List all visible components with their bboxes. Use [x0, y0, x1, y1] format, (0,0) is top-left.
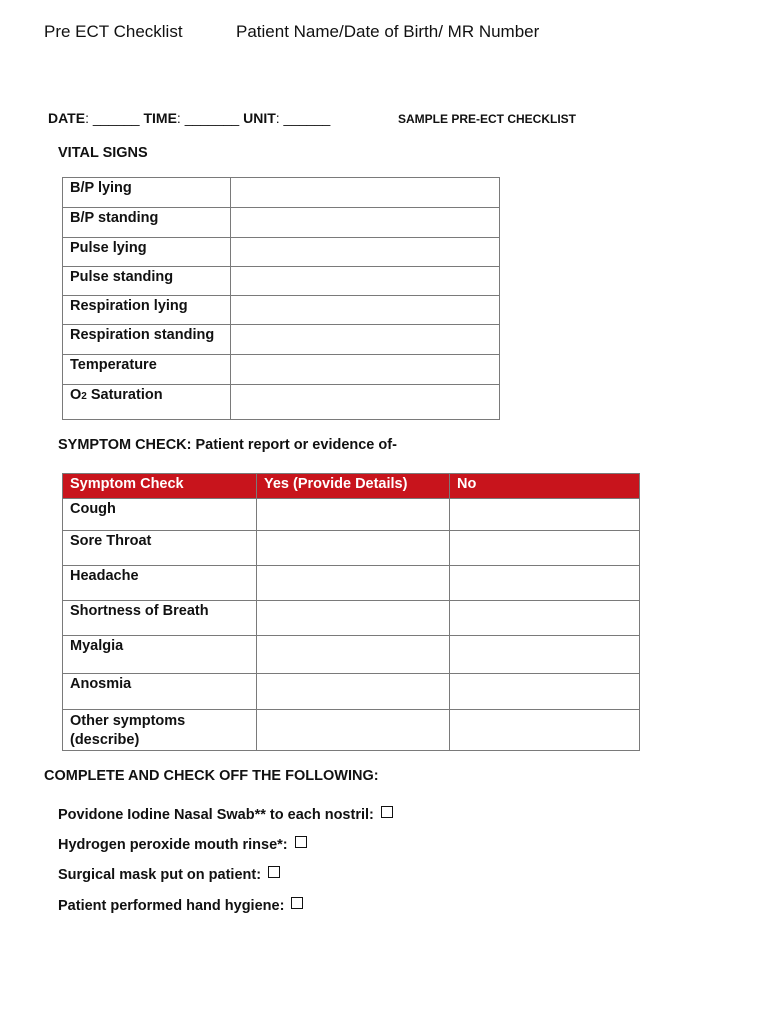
column-header-no: No — [450, 474, 640, 499]
table-row — [63, 325, 500, 355]
vital-label-o2 — [63, 385, 231, 420]
symptom-label: Cough — [63, 499, 257, 531]
checklist-item — [58, 836, 307, 853]
no-cell[interactable] — [450, 531, 640, 566]
yes-cell[interactable] — [257, 601, 450, 636]
other-symptoms-line1: Other symptoms — [70, 713, 186, 729]
yes-cell[interactable] — [257, 636, 450, 674]
vital-signs-heading: VITAL SIGNS — [58, 145, 148, 161]
yes-cell[interactable] — [257, 710, 450, 751]
checklist-item-label: Patient performed hand hygiene: — [58, 898, 285, 914]
no-cell[interactable] — [450, 499, 640, 531]
table-row — [63, 710, 640, 751]
yes-cell[interactable] — [257, 566, 450, 601]
yes-cell[interactable] — [257, 674, 450, 710]
vital-value-cell[interactable] — [231, 355, 500, 385]
no-cell[interactable] — [450, 601, 640, 636]
column-header-yes: Yes (Provide Details) — [257, 474, 450, 499]
symptom-label: Headache — [63, 566, 257, 601]
checklist-heading: COMPLETE AND CHECK OFF THE FOLLOWING: — [44, 768, 379, 784]
vital-value-cell[interactable] — [231, 267, 500, 296]
document-title: Pre ECT Checklist — [44, 22, 183, 41]
unit-label: UNIT — [243, 110, 276, 126]
table-row — [63, 674, 640, 710]
table-row — [63, 531, 640, 566]
checklist-item-label: Povidone Iodine Nasal Swab** to each nostril: — [58, 807, 374, 823]
time-label: TIME — [143, 110, 177, 126]
vital-label: B/P standing — [63, 208, 231, 238]
symptom-label: Myalgia — [63, 636, 257, 674]
symptom-label: Sore Throat — [63, 531, 257, 566]
table-row — [63, 601, 640, 636]
vital-value-cell[interactable] — [231, 238, 500, 267]
unit-blank[interactable]: ______ — [279, 110, 331, 126]
symptom-check-heading: SYMPTOM CHECK: Patient report or evidence of- — [58, 437, 397, 453]
table-row — [63, 238, 500, 267]
yes-cell[interactable] — [257, 499, 450, 531]
table-row — [63, 178, 500, 208]
vital-value-cell[interactable] — [231, 178, 500, 208]
vital-signs-table — [62, 177, 500, 420]
table-row — [63, 296, 500, 325]
vital-label: Temperature — [63, 355, 231, 385]
vital-label: Respiration lying — [63, 296, 231, 325]
checklist-item-label: Surgical mask put on patient: — [58, 867, 262, 883]
checkbox[interactable] — [381, 806, 393, 818]
vital-label: Pulse standing — [63, 267, 231, 296]
yes-cell[interactable] — [257, 531, 450, 566]
checkbox[interactable] — [268, 866, 280, 878]
o2-subscript: 2 — [81, 391, 87, 402]
vital-value-cell[interactable] — [231, 325, 500, 355]
checkbox[interactable] — [295, 836, 307, 848]
vital-value-cell[interactable] — [231, 385, 500, 420]
table-row — [63, 566, 640, 601]
vital-value-cell[interactable] — [231, 208, 500, 238]
no-cell[interactable] — [450, 674, 640, 710]
no-cell[interactable] — [450, 710, 640, 751]
table-row — [63, 208, 500, 238]
checklist-item — [58, 866, 280, 883]
date-colon: : — [85, 110, 89, 126]
checkbox[interactable] — [291, 897, 303, 909]
date-label: DATE — [48, 110, 86, 126]
symptom-label: Anosmia — [63, 674, 257, 710]
o2-label-rest: Saturation — [86, 387, 163, 403]
table-row — [63, 355, 500, 385]
date-blank[interactable]: ______ — [88, 110, 144, 126]
table-row — [63, 385, 500, 420]
sample-label: SAMPLE PRE-ECT CHECKLIST — [398, 112, 577, 126]
no-cell[interactable] — [450, 566, 640, 601]
table-header-row — [63, 474, 640, 499]
symptom-check-table — [62, 473, 640, 751]
table-row — [63, 499, 640, 531]
o2-symbol: O — [70, 387, 82, 403]
vital-value-cell[interactable] — [231, 296, 500, 325]
time-colon: : — [176, 110, 181, 126]
no-cell[interactable] — [450, 636, 640, 674]
symptom-label-other — [63, 710, 257, 751]
checklist-item — [58, 897, 303, 914]
other-symptoms-line2: (describe) — [70, 732, 140, 748]
unit-colon: : — [275, 110, 280, 126]
vital-label: Respiration standing — [63, 325, 231, 355]
vital-label: B/P lying — [63, 178, 231, 208]
table-row — [63, 267, 500, 296]
patient-info-label: Patient Name/Date of Birth/ MR Number — [236, 22, 540, 41]
checklist-item — [58, 806, 393, 823]
date-time-unit-line — [48, 110, 330, 126]
checklist-item-label: Hydrogen peroxide mouth rinse*: — [58, 837, 288, 853]
vital-label: Pulse lying — [63, 238, 231, 267]
table-row — [63, 636, 640, 674]
column-header-symptom: Symptom Check — [63, 474, 257, 499]
time-blank[interactable]: _______ — [180, 110, 244, 126]
symptom-label: Shortness of Breath — [63, 601, 257, 636]
